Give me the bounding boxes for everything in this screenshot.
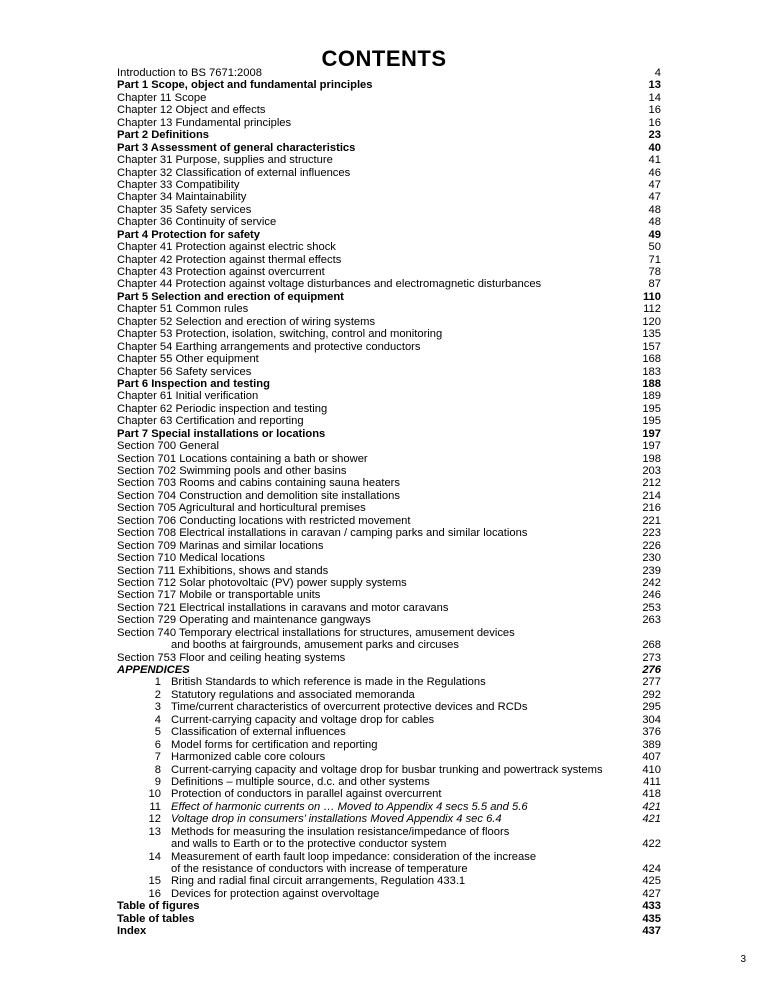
toc-entry-label: Chapter 51 Common rules (117, 303, 249, 316)
toc-entry[interactable] (117, 366, 661, 378)
toc-entry-label: Part 7 Special installations or locations (117, 427, 326, 440)
toc-entry-page: 49 (648, 228, 661, 241)
toc-entry[interactable] (117, 875, 661, 887)
toc-entry[interactable] (117, 440, 661, 452)
toc-entry[interactable] (117, 826, 661, 838)
toc-entry[interactable] (117, 415, 661, 427)
toc-entry-page: 268 (642, 639, 661, 652)
toc-entry[interactable] (117, 614, 661, 626)
table-of-contents (117, 67, 661, 938)
appendix-number: 9 (154, 775, 161, 788)
toc-entry[interactable] (117, 639, 661, 651)
toc-entry[interactable] (117, 341, 661, 353)
appendix-number: 4 (154, 713, 161, 726)
appendix-number: 11 (149, 800, 161, 813)
toc-entry[interactable] (117, 229, 661, 241)
toc-entry-label: Part 3 Assessment of general characteristics (117, 141, 356, 154)
toc-entry-page: 50 (648, 241, 661, 254)
toc-entry-label: Chapter 55 Other equipment (117, 353, 259, 366)
toc-entry-page: 389 (642, 738, 661, 751)
toc-entry-label: Chapter 12 Object and effects (117, 104, 266, 117)
toc-entry-label: Time/current characteristics of overcurrent protective devices and RCDs (171, 701, 528, 714)
toc-entry[interactable] (117, 565, 661, 577)
toc-entry-label: Protection of conductors in parallel against overcurrent (171, 788, 442, 801)
toc-entry-label: Section 710 Medical locations (117, 552, 266, 565)
toc-entry-label: Section 702 Swimming pools and other basins (117, 465, 347, 477)
toc-entry-page: 277 (642, 676, 661, 689)
toc-entry[interactable] (117, 216, 661, 228)
toc-entry-label: Chapter 36 Continuity of service (117, 216, 277, 229)
toc-entry-label: Table of tables (117, 912, 195, 925)
toc-entry-label: Current-carrying capacity and voltage drop for cables (171, 713, 435, 726)
toc-entry-label: Section 708 Electrical installations in caravan / camping parks and similar locations (117, 527, 528, 540)
toc-entry-page: 424 (642, 863, 661, 875)
toc-entry[interactable] (117, 303, 661, 315)
toc-entry-label: Model forms for certification and reporting (171, 738, 378, 751)
toc-entry-page: 110 (642, 290, 661, 303)
toc-entry[interactable] (117, 689, 661, 701)
toc-entry[interactable] (117, 490, 661, 502)
toc-entry-page: 195 (642, 402, 661, 415)
toc-entry[interactable] (117, 465, 661, 477)
toc-entry[interactable] (117, 67, 661, 79)
toc-entry-page: 212 (642, 477, 661, 490)
toc-entry-page: 48 (648, 203, 661, 216)
toc-entry-label: Chapter 34 Maintainability (117, 191, 247, 204)
toc-entry[interactable] (117, 676, 661, 688)
toc-entry-page: 198 (642, 452, 661, 465)
toc-entry-label: Chapter 52 Selection and erection of wiring systems (117, 315, 376, 328)
toc-entry-page: 197 (642, 427, 661, 440)
toc-entry[interactable] (117, 577, 661, 589)
toc-entry-page: 263 (642, 614, 661, 627)
toc-entry[interactable] (117, 353, 661, 365)
toc-entry-page: 16 (648, 104, 661, 117)
toc-entry-label: Chapter 44 Protection against voltage disturbances and electromagnetic disturbances (117, 278, 542, 291)
toc-entry-page: 112 (643, 303, 661, 316)
toc-entry[interactable] (117, 204, 661, 216)
toc-entry-label: Chapter 35 Safety services (117, 203, 252, 216)
toc-entry[interactable] (117, 913, 661, 925)
toc-entry[interactable] (117, 801, 661, 813)
toc-entry-page: 433 (642, 900, 661, 913)
appendix-number: 1 (154, 676, 161, 689)
toc-entry-page: 376 (642, 726, 661, 739)
toc-entry-label: Ring and radial final circuit arrangements, Regulation 433.1 (171, 875, 466, 888)
toc-entry-label: Section 704 Construction and demolition site installations (117, 489, 400, 502)
toc-entry-label: Section 705 Agricultural and horticultural premises (117, 502, 366, 515)
toc-entry-page: 16 (648, 116, 661, 129)
toc-entry-page: 292 (642, 688, 661, 701)
toc-entry-label: Index (117, 925, 147, 938)
toc-entry-page: 230 (642, 552, 661, 565)
toc-entry-page: 239 (642, 564, 661, 577)
toc-entry[interactable] (117, 627, 661, 639)
appendix-number: 7 (154, 751, 161, 764)
toc-entry-page: 195 (642, 415, 661, 428)
toc-entry[interactable] (117, 167, 661, 179)
toc-entry-page: 203 (642, 465, 661, 477)
toc-entry-page: 435 (642, 912, 661, 925)
toc-entry[interactable] (117, 477, 661, 489)
toc-entry-page: 427 (642, 887, 661, 900)
toc-entry[interactable] (117, 652, 661, 664)
toc-entry[interactable] (117, 117, 661, 129)
toc-entry-label: Current-carrying capacity and voltage drop for busbar trunking and powertrack systems (171, 763, 603, 776)
toc-entry-label: Part 1 Scope, object and fundamental principles (117, 79, 373, 92)
toc-entry-label: Section 753 Floor and ceiling heating systems (117, 651, 346, 664)
toc-entry-page: 221 (642, 514, 661, 527)
toc-entry[interactable] (117, 154, 661, 166)
appendix-number: 6 (154, 738, 161, 751)
toc-entry[interactable] (117, 291, 661, 303)
toc-entry-label: and booths at fairgrounds, amusement parks and circuses (171, 639, 459, 652)
toc-entry-page: 214 (642, 489, 661, 502)
toc-entry[interactable] (117, 664, 661, 676)
toc-entry[interactable] (117, 925, 661, 937)
toc-entry-page: 425 (642, 875, 661, 888)
appendix-number: 8 (154, 763, 161, 776)
toc-entry[interactable] (117, 129, 661, 141)
toc-entry[interactable] (117, 851, 661, 863)
toc-entry-label: Section 717 Mobile or transportable units (117, 589, 321, 602)
appendix-number: 2 (154, 688, 161, 701)
toc-entry[interactable] (117, 602, 661, 614)
toc-entry-page: 14 (648, 91, 661, 104)
toc-entry[interactable] (117, 453, 661, 465)
toc-entry-label: Section 711 Exhibitions, shows and stands (117, 564, 329, 577)
toc-entry-label: Section 703 Rooms and cabins containing sauna heaters (117, 477, 400, 490)
toc-entry-page: 13 (648, 79, 661, 92)
toc-entry-page: 411 (643, 775, 661, 788)
toc-entry-label: Statutory regulations and associated memoranda (171, 688, 415, 701)
toc-entry[interactable] (117, 92, 661, 104)
toc-entry-page: 23 (648, 129, 661, 142)
toc-entry-label: Chapter 61 Initial verification (117, 390, 259, 403)
toc-entry-label: Chapter 62 Periodic inspection and testing (117, 402, 328, 415)
toc-entry[interactable] (117, 79, 661, 91)
toc-entry-label: Chapter 11 Scope (117, 91, 207, 104)
toc-entry-page: 253 (642, 601, 661, 614)
toc-entry-label: Measurement of earth fault loop impedance: consideration of the increase (171, 850, 537, 863)
toc-entry-label: Section 706 Conducting locations with restricted movement (117, 514, 411, 527)
toc-entry-label: Part 2 Definitions (117, 129, 210, 142)
toc-entry[interactable] (117, 266, 661, 278)
toc-entry-label: British Standards to which reference is made in the Regulations (171, 676, 486, 689)
toc-entry-label: Table of figures (117, 900, 200, 913)
toc-entry-page: 71 (648, 253, 661, 266)
toc-entry-page: 120 (642, 315, 661, 328)
toc-entry[interactable] (117, 838, 661, 850)
toc-entry[interactable] (117, 739, 661, 751)
toc-entry[interactable] (117, 813, 661, 825)
toc-entry-label: Chapter 33 Compatibility (117, 178, 240, 191)
toc-entry[interactable] (117, 403, 661, 415)
appendix-number: 15 (148, 875, 161, 888)
toc-entry-page: 46 (648, 166, 661, 179)
toc-entry-label: Section 740 Temporary electrical installations for structures, amusement devices (117, 626, 515, 639)
toc-entry[interactable] (117, 751, 661, 763)
toc-entry-label: Chapter 32 Classification of external influences (117, 166, 351, 179)
toc-entry[interactable] (117, 863, 661, 875)
page-number: 3 (740, 954, 746, 965)
toc-entry-label: Chapter 54 Earthing arrangements and protective conductors (117, 340, 421, 353)
toc-entry[interactable] (117, 191, 661, 203)
toc-entry-page: 47 (648, 191, 661, 204)
toc-entry-label: Chapter 41 Protection against electric shock (117, 241, 336, 254)
toc-entry-label: and walls to Earth or to the protective conductor system (171, 838, 447, 851)
toc-entry-page: 276 (642, 664, 661, 676)
toc-entry[interactable] (117, 179, 661, 191)
toc-entry-label: Chapter 42 Protection against thermal effects (117, 253, 342, 266)
toc-entry-label: Part 5 Selection and erection of equipment (117, 290, 344, 303)
appendix-number: 13 (148, 825, 161, 838)
toc-entry[interactable] (117, 900, 661, 912)
toc-entry[interactable] (117, 104, 661, 116)
page-title: CONTENTS (321, 46, 447, 71)
toc-entry-page: 295 (642, 701, 661, 714)
toc-entry[interactable] (117, 428, 661, 440)
toc-entry[interactable] (117, 764, 661, 776)
toc-entry-page: 410 (642, 763, 661, 776)
toc-entry[interactable] (117, 142, 661, 154)
toc-entry[interactable] (117, 888, 661, 900)
toc-entry-page: 242 (642, 576, 661, 589)
appendix-number: 12 (148, 813, 161, 826)
toc-entry[interactable] (117, 788, 661, 800)
toc-entry-page: 223 (642, 527, 661, 540)
toc-entry-label: Classification of external influences (171, 726, 346, 739)
toc-entry-page: 421 (642, 800, 661, 813)
appendix-number: 3 (154, 701, 161, 714)
toc-entry[interactable] (117, 390, 661, 402)
toc-entry-label: Section 712 Solar photovoltaic (PV) power supply systems (117, 576, 407, 589)
toc-entry-page: 197 (642, 440, 661, 453)
toc-entry-label: Part 6 Inspection and testing (117, 377, 270, 390)
toc-entry[interactable] (117, 589, 661, 601)
toc-entry-page: 437 (642, 925, 661, 938)
toc-entry-page: 418 (642, 788, 661, 801)
toc-entry-label: Introduction to BS 7671:2008 (117, 67, 262, 79)
toc-entry-page: 422 (642, 838, 661, 851)
toc-entry-label: Chapter 31 Purpose, supplies and structure (117, 154, 333, 167)
appendix-number: 14 (148, 850, 161, 863)
appendix-number: 5 (154, 726, 161, 739)
toc-entry[interactable] (117, 278, 661, 290)
toc-entry-page: 188 (642, 377, 661, 390)
toc-entry-page: 78 (648, 266, 661, 278)
toc-entry-page: 189 (642, 390, 661, 403)
appendix-number: 16 (148, 887, 161, 900)
toc-entry-page: 41 (648, 154, 661, 167)
toc-entry-page: 168 (642, 353, 661, 366)
toc-entry[interactable] (117, 701, 661, 713)
toc-entry-label: Section 700 General (117, 440, 219, 453)
toc-entry-label: Chapter 53 Protection, isolation, switching, control and monitoring (117, 328, 443, 341)
toc-entry-page: 157 (642, 340, 661, 353)
toc-entry-label: APPENDICES (117, 664, 190, 676)
toc-entry-label: Section 729 Operating and maintenance gangways (117, 614, 371, 627)
toc-entry-label: Chapter 63 Certification and reporting (117, 415, 304, 428)
toc-entry-page: 135 (642, 328, 661, 341)
toc-entry[interactable] (117, 254, 661, 266)
toc-entry-page: 183 (642, 365, 661, 378)
toc-entry[interactable] (117, 527, 661, 539)
toc-entry-label: Chapter 13 Fundamental principles (117, 116, 292, 129)
toc-entry-page: 304 (642, 713, 661, 726)
toc-entry-page: 226 (642, 539, 661, 552)
toc-entry[interactable] (117, 714, 661, 726)
toc-entry-label: Section 709 Marinas and similar locations (117, 539, 324, 552)
toc-entry[interactable] (117, 502, 661, 514)
toc-entry-page: 40 (648, 141, 661, 154)
toc-entry[interactable] (117, 776, 661, 788)
toc-entry-label: Section 721 Electrical installations in caravans and motor caravans (117, 601, 449, 614)
toc-entry-label: Devices for protection against overvoltage (171, 887, 380, 900)
toc-entry-page: 421 (642, 813, 661, 826)
toc-entry-page: 216 (642, 502, 661, 515)
toc-entry-page: 47 (648, 178, 661, 191)
appendix-number: 10 (148, 788, 161, 801)
toc-entry-label: Effect of harmonic currents on … Moved to Appendix 4 secs 5.5 and 5.6 (171, 800, 528, 813)
toc-entry-page: 4 (654, 67, 661, 79)
toc-entry-label: Section 701 Locations containing a bath or shower (117, 452, 368, 465)
toc-entry[interactable] (117, 241, 661, 253)
toc-entry-label: of the resistance of conductors with increase of temperature (171, 863, 468, 875)
toc-entry-label: Voltage drop in consumers’ installations Moved Appendix 4 sec 6.4 (171, 813, 502, 826)
toc-entry-label: Methods for measuring the insulation resistance/impedance of floors (171, 825, 510, 838)
toc-entry-page: 87 (648, 278, 661, 291)
toc-entry-label: Chapter 43 Protection against overcurrent (117, 266, 325, 278)
toc-entry-label: Chapter 56 Safety services (117, 365, 252, 378)
toc-entry[interactable] (117, 515, 661, 527)
toc-entry-label: Definitions – multiple source, d.c. and other systems (171, 775, 430, 788)
toc-entry-label: Harmonized cable core colours (171, 751, 326, 764)
toc-entry-page: 48 (648, 216, 661, 229)
toc-entry-page: 273 (642, 651, 661, 664)
toc-entry-page: 407 (642, 751, 661, 764)
toc-entry[interactable] (117, 552, 661, 564)
toc-entry[interactable] (117, 328, 661, 340)
toc-entry[interactable] (117, 726, 661, 738)
toc-entry[interactable] (117, 540, 661, 552)
toc-entry-page: 246 (642, 589, 661, 602)
toc-entry[interactable] (117, 316, 661, 328)
toc-entry-label: Part 4 Protection for safety (117, 228, 260, 241)
toc-entry[interactable] (117, 378, 661, 390)
